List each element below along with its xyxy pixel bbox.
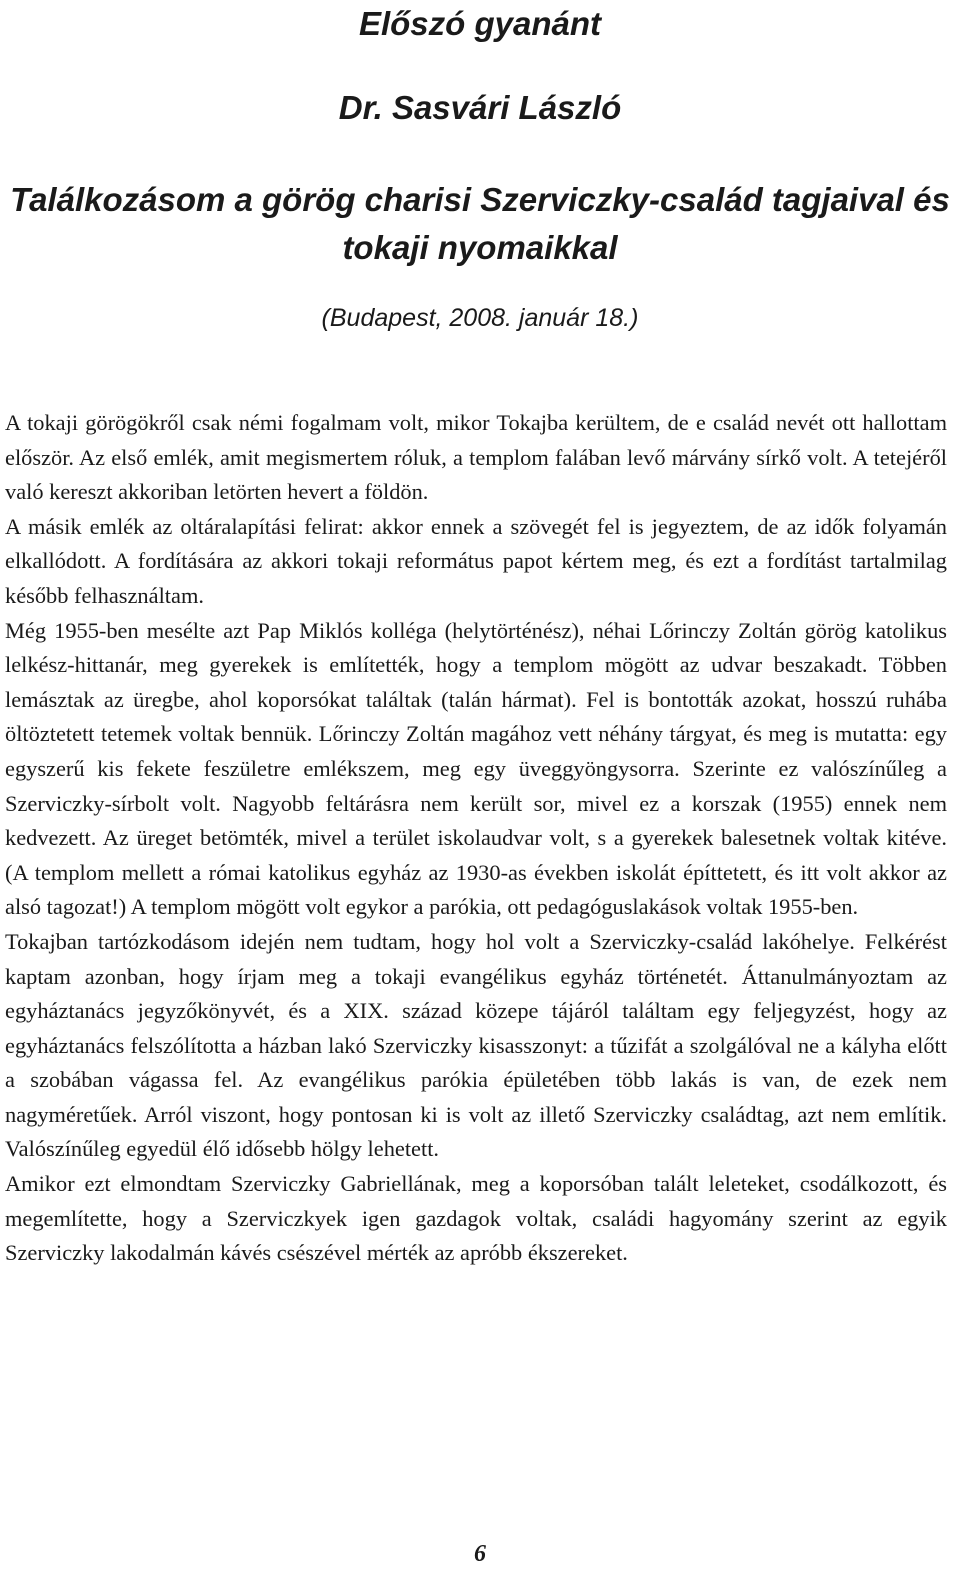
page-number: 6	[474, 1541, 486, 1567]
author-heading: Dr. Sasvári László	[338, 89, 622, 126]
article-body	[5, 406, 947, 1271]
paragraph: Még 1955-ben mesélte azt Pap Miklós kolléga (helytörténész), néhai Lőrinczy Zoltán görög katolikus lelkész-hittanár, meg gyerekek is említették, hogy a templom mögött az udvar beszakadt. Többen lemásztak az üregbe, ahol koporsókat találtak (talán hármat). Fel is bontották azokat, hosszú ruhába öltöztetett tetemek voltak bennük. Lőrinczy Zoltán magához vett néhány tárgyat, és meg is mutatta: egy egyszerű kis fekete feszületre emlékszem, meg egy üveggyöngysorra. Szerinte ez valószínűleg a Szerviczky-sírbolt volt. Nagyobb feltárásra nem került sor, mivel ez a korszak (1955) ennek nem kedvezett. Az üreget betömték, mivel a terület iskolaudvar volt, s a gyerekek balesetnek voltak kitéve. (A templom mellett a római katolikus egyház az 1930-as években iskolát építtetett, és itt volt akkor az alsó tagozat!) A templom mögött volt egykor a parókia, ott pedagóguslakások voltak 1955-ben.	[5, 617, 947, 920]
paragraph: A tokaji görögökről csak némi fogalmam volt, mikor Tokajba kerültem, de e család nevét ott hallottam először. Az első emlék, amit megismertem róluk, a templom falában levő márvány sírkő volt. A tetejéről való kereszt akkoriban letörten hevert a földön.	[5, 410, 947, 505]
paragraph: Tokajban tartózkodásom idején nem tudtam, hogy hol volt a Szerviczky-család lakóhelye. Felkérést kaptam azonban, hogy írjam meg a tokaji evangélikus egyház történetét. Áttanulmányoztam az egyháztanács jegyzőkönyvét, és a XIX. század közepe tájáról találtam egy feljegyzést, hogy az egyháztanács felszólította a házban lakó Szerviczky kisasszonyt: a tűzifát a szolgálóval ne a kályha előtt a szobában vágassa fel. Az evangélikus parókia épületében több lakás is van, de ezek nem nagyméretűek. Arról viszont, hogy pontosan ki is volt az illető Szerviczky családtag, azt nem említik. Valószínűleg egyedül élő idősebb hölgy lehetett.	[5, 928, 947, 1162]
paragraph: Amikor ezt elmondtam Szerviczky Gabriellának, meg a koporsóban talált leleteket, csodálkozott, és megemlítette, hogy a Szerviczkyek igen gazdagok voltak, családi hagyomány szerint az egyik Szerviczky lakodalmán kávés csészével mérték az apróbb ékszereket.	[5, 1171, 947, 1266]
preface-heading: Előszó gyanánt	[358, 5, 602, 42]
paragraph: A másik emlék az oltáralapítási felirat: akkor ennek a szövegét fel is jegyeztem, de az idők folyamán elkallódott. A fordítására az akkori tokaji református papot kértem meg, és ezt a fordítást tartalmilag később felhasználtam.	[5, 513, 947, 608]
article-title: Találkozásom a görög charisi Szerviczky-család tagjaival és tokaji nyomaikkal	[10, 181, 950, 266]
dateline: (Budapest, 2008. január 18.)	[321, 304, 639, 332]
